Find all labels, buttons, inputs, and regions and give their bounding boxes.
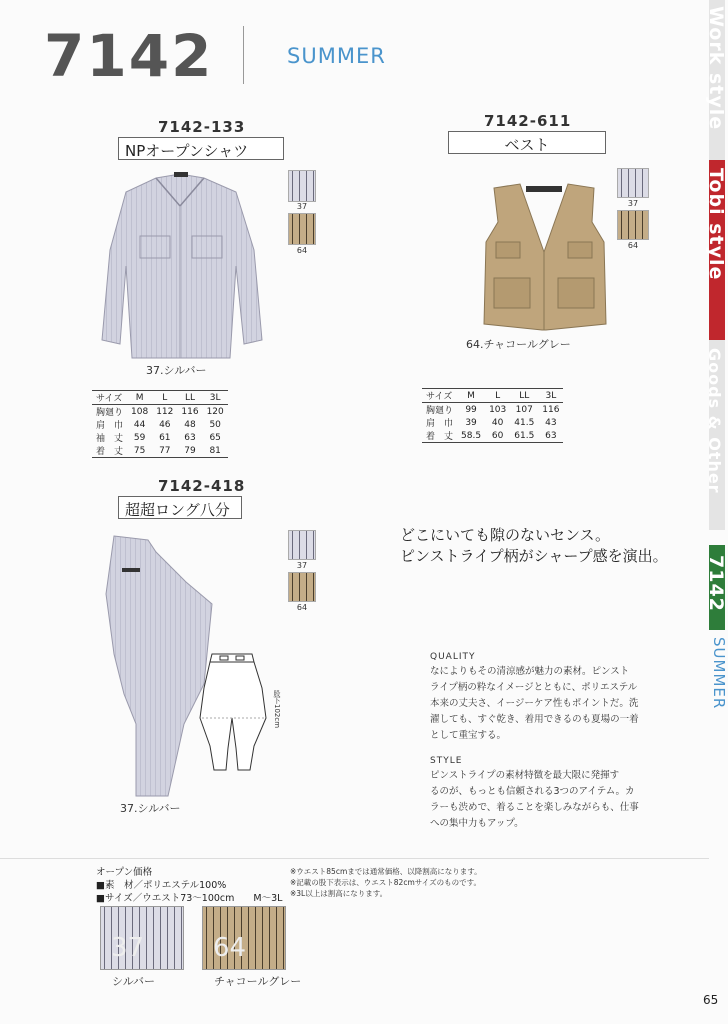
style-title: STYLE xyxy=(430,756,463,766)
cell: 61 xyxy=(159,432,171,443)
style-body xyxy=(430,768,639,832)
cell: 120 xyxy=(206,406,224,417)
cell: 44 xyxy=(133,419,146,430)
th-3l: 3L xyxy=(538,389,563,403)
swatch-charcoal-vest[interactable] xyxy=(617,210,649,240)
footer-swatch-silver-label: シルバー xyxy=(112,975,155,988)
side-tab-work-label: Work style xyxy=(705,6,727,131)
season-label: SUMMER xyxy=(287,44,386,68)
th-ll: LL xyxy=(510,389,538,403)
cell: 107 xyxy=(515,404,533,415)
th-m: M xyxy=(127,391,152,405)
th-size: サイズ xyxy=(422,389,457,403)
th-m: M xyxy=(457,389,485,403)
row-label: 着 丈 xyxy=(92,444,127,458)
swatch-silver-vest[interactable] xyxy=(617,168,649,198)
table-row xyxy=(92,405,228,419)
cell: 48 xyxy=(184,419,196,430)
product-code-pants: 7142-418 xyxy=(158,477,246,495)
cell: 116 xyxy=(542,404,560,415)
quality-line: 本来の丈夫さ、イージーケア性もポイントだ。洗 xyxy=(430,698,639,709)
footer-swatch-silver-num: 37 xyxy=(111,933,145,963)
th-3l: 3L xyxy=(203,391,228,405)
side-tab-tobi[interactable] xyxy=(705,160,727,340)
style-line: ラーも渋めで、着ることを楽しみながらも、仕事 xyxy=(430,802,639,813)
footer-divider xyxy=(0,858,709,859)
quality-title: QUALITY xyxy=(430,652,476,662)
cell: 41.5 xyxy=(514,417,535,428)
cell: 81 xyxy=(203,444,228,458)
swatch-label-64-vest: 64 xyxy=(627,241,639,250)
cell: 43 xyxy=(545,417,557,428)
cell: 112 xyxy=(156,406,174,417)
cell: 39 xyxy=(465,417,477,428)
vest-caption: 64.チャコールグレー xyxy=(466,338,571,351)
price-label: オープン価格 xyxy=(96,867,153,878)
th-size: サイズ xyxy=(92,391,127,405)
cell: 60 xyxy=(485,429,510,443)
product-name-shirt: NPオープンシャツ xyxy=(118,137,284,160)
size-table-vest xyxy=(422,388,563,443)
product-code-shirt: 7142-133 xyxy=(158,118,246,136)
cell: 79 xyxy=(177,444,202,458)
th-l: L xyxy=(152,391,177,405)
side-tab-work[interactable] xyxy=(705,0,727,160)
row-label: 着 丈 xyxy=(422,429,457,443)
cell: 103 xyxy=(489,404,507,415)
note-1: ※ウエスト85cmまでは通常価格、以降割高になります。 xyxy=(290,867,482,876)
swatch-label-64-pants: 64 xyxy=(296,603,308,612)
swatch-charcoal-shirt[interactable] xyxy=(288,213,316,245)
pants-diagram xyxy=(196,648,270,778)
note-3: ※3L以上は割高になります。 xyxy=(290,889,388,898)
side-tab-series[interactable] xyxy=(705,545,727,630)
header-divider xyxy=(243,26,244,84)
cell: 75 xyxy=(127,444,152,458)
row-label: 胸廻り xyxy=(426,406,454,416)
cell: 99 xyxy=(465,404,477,415)
cell: 40 xyxy=(491,417,504,428)
quality-line: として重宝する。 xyxy=(430,730,507,741)
side-season-label: SUMMER xyxy=(710,637,728,710)
material-label: ■素 材／ポリエステル100% xyxy=(96,880,227,891)
headline-line-1: どこにいても隙のないセンス。 xyxy=(400,526,611,544)
side-season xyxy=(710,637,728,709)
row-label: 肩 巾 xyxy=(426,419,454,429)
row-label: 肩 巾 xyxy=(96,421,124,431)
row-label: 胸廻り xyxy=(96,408,124,418)
swatch-label-37-vest: 37 xyxy=(627,199,639,208)
swatch-silver-shirt[interactable] xyxy=(288,170,316,202)
swatch-label-37-pants: 37 xyxy=(296,561,308,570)
series-number: 7142 xyxy=(44,22,214,90)
side-tab-series-label: 7142 xyxy=(705,555,727,612)
cell: 61.5 xyxy=(510,429,538,443)
style-line: ピンストライプの素材特徴を最大限に発揮す xyxy=(430,770,620,781)
quality-line: なによりもその清涼感が魅力の素材。ピンスト xyxy=(430,666,630,677)
swatch-label-64-shirt: 64 xyxy=(296,246,308,255)
vest-image xyxy=(480,182,610,332)
cell: 108 xyxy=(131,406,149,417)
quality-body xyxy=(430,664,639,744)
cell: 59 xyxy=(133,432,146,443)
footer-swatch-charcoal[interactable] xyxy=(202,906,286,970)
table-row xyxy=(92,444,228,458)
swatch-silver-pants[interactable] xyxy=(288,530,316,560)
row-label: 袖 丈 xyxy=(96,434,124,444)
product-name-pants: 超超ロング八分 xyxy=(118,496,242,519)
table-row xyxy=(422,416,563,429)
note-2: ※記載の股下表示は、ウエスト82cmサイズのものです。 xyxy=(290,878,482,887)
size-table-shirt xyxy=(92,390,228,458)
cell: 46 xyxy=(159,419,171,430)
style-line: への集中力もアップ。 xyxy=(430,818,524,829)
page-number: 65 xyxy=(703,993,719,1007)
size-range-label: ■サイズ／ウエスト73〜100cm M〜3L xyxy=(96,893,283,904)
footer-swatch-silver[interactable] xyxy=(100,906,184,970)
footer-swatch-charcoal-num: 64 xyxy=(213,933,247,963)
cell: 63 xyxy=(538,429,563,443)
table-row xyxy=(422,429,563,443)
size-table-header xyxy=(422,389,563,403)
product-name-vest: ベスト xyxy=(448,131,606,154)
th-ll: LL xyxy=(177,391,202,405)
cell: 58.5 xyxy=(457,429,485,443)
headline-line-2: ピンストライプ柄がシャープ感を演出。 xyxy=(400,547,668,565)
cell: 116 xyxy=(181,406,199,417)
th-l: L xyxy=(485,389,510,403)
footer-swatch-charcoal-label: チャコールグレー xyxy=(214,975,302,988)
table-row xyxy=(92,418,228,431)
side-tab-goods[interactable] xyxy=(705,340,725,530)
product-code-vest: 7142-611 xyxy=(484,112,572,130)
table-row xyxy=(92,431,228,444)
size-table-header xyxy=(92,391,228,405)
quality-line: 濯しても、すぐ乾き、着用できるのも夏場の一着 xyxy=(430,714,639,725)
cell: 77 xyxy=(152,444,177,458)
side-tab-tobi-label: Tobi style xyxy=(705,168,727,281)
cell: 65 xyxy=(209,432,221,443)
table-row xyxy=(422,403,563,417)
shirt-image xyxy=(96,170,266,360)
swatch-charcoal-pants[interactable] xyxy=(288,572,316,602)
shirt-caption: 37.シルバー xyxy=(146,364,207,377)
cell: 63 xyxy=(184,432,196,443)
side-tab-goods-label: Goods & Other xyxy=(705,348,724,494)
quality-line: ライプ柄の粋なイメージとともに、ポリエステル xyxy=(430,682,638,693)
style-line: るのが、もっとも信頼される3つのアイテム。カ xyxy=(430,786,635,797)
inseam-label: 股下102cm xyxy=(273,690,281,729)
cell: 50 xyxy=(209,419,221,430)
pants-caption: 37.シルバー xyxy=(120,802,181,815)
swatch-label-37-shirt: 37 xyxy=(296,202,308,211)
